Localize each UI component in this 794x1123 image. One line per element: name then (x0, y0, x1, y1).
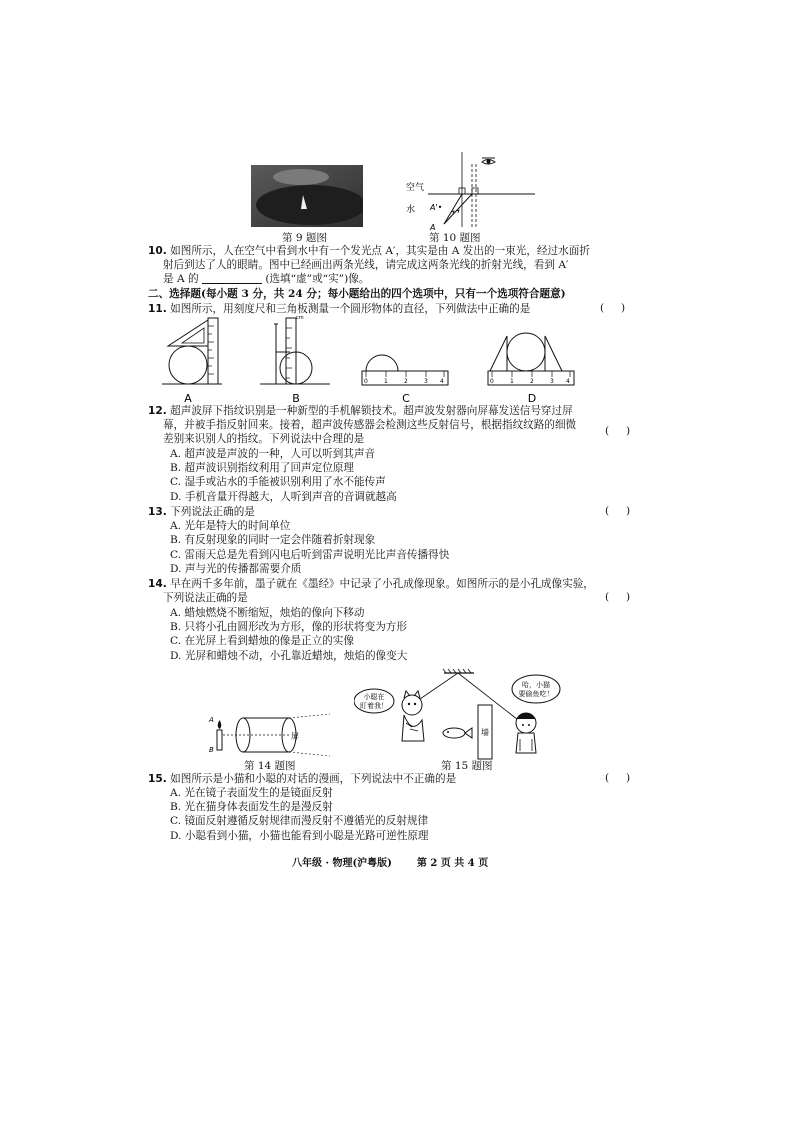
q11-number: 11. (148, 303, 167, 315)
q12-option-b[interactable]: B. 超声波识别指纹利用了回声定位原理 (170, 462, 355, 474)
q14-option-a[interactable]: A. 蜡烛燃烧不断缩短，烛焰的像向下移动 (170, 607, 365, 619)
q10-number: 10. (148, 245, 167, 257)
q10-line3-prefix: 是 A 的 (163, 273, 199, 285)
q11-c-tick-0: 0 (364, 378, 368, 385)
fig10-air-label: 空气 (406, 183, 425, 193)
q10 (148, 244, 590, 258)
footer-subject: 八年级 · 物理(沪粤版) (292, 858, 392, 869)
fig10-a: A (430, 223, 436, 232)
q13-option-b[interactable]: B. 有反射现象的同时一定会伴随着折射现象 (170, 534, 376, 546)
fig15-caption: 第 15 题图 (441, 760, 493, 772)
q11-c-tick-4: 4 (440, 378, 444, 385)
q14-line1: 早在两千多年前，墨子就在《墨经》中记录了小孔成像现象。如图所示的是小孔成像实验， (170, 578, 594, 590)
fig14-diagram (205, 708, 335, 760)
q15-option-d[interactable]: D. 小聪看到小猫，小猫也能看到小聪是光路可逆性原理 (170, 830, 429, 842)
q13-text: 下列说法正确的是 (170, 506, 255, 518)
fig15-wall-label: 墙 (481, 728, 489, 737)
fig10-diagram (400, 152, 540, 232)
q15-text: 如图所示是小猫和小聪的对话的漫画，下列说法中不正确的是 (170, 773, 457, 785)
fig10-a-prime: A'• (430, 203, 443, 212)
q14-line2: 下列说法正确的是 (163, 592, 248, 604)
q14-number: 14. (148, 578, 167, 590)
q11-answer-paren[interactable]: ( ) (600, 302, 626, 314)
q11-label-b: B (292, 392, 300, 405)
q12-line2: 幕，并被手指反射回来。接着，超声波传感器会检测这些反射信号，根据指纹纹路的细微 (163, 419, 577, 431)
fig14-screen-label: 屏 (291, 732, 299, 741)
q11-unit-b: cm (296, 316, 304, 321)
q11-figures (160, 316, 580, 406)
q11-d-tick-1: 1 (510, 378, 514, 385)
fish-icon (443, 728, 472, 738)
q12-line1: 超声波屏下指纹识别是一种新型的手机解锁技术。超声波发射器向屏幕发送信号穿过屏 (170, 405, 573, 417)
q11-c-tick-3: 3 (424, 378, 428, 385)
q11-option-b-figure (260, 318, 330, 384)
q14-option-b[interactable]: B. 只将小孔由圆形改为方形，像的形状将变为方形 (170, 621, 407, 633)
footer-page: 第 2 页 共 4 页 (416, 858, 489, 869)
q12-number: 12. (148, 405, 167, 417)
boy-icon (516, 713, 536, 753)
q11-c-tick-1: 1 (384, 378, 388, 385)
q12-line3: 差别来识别人的指纹。下列说法中合理的是 (163, 433, 365, 445)
q13-answer-paren[interactable]: ( ) (605, 505, 631, 517)
q10-line3 (163, 272, 369, 286)
q12 (148, 404, 573, 418)
q14-option-c[interactable]: C. 在光屏上看到蜡烛的像是正立的实像 (170, 635, 354, 647)
q10-line3-suffix: (选填“虚”或“实”)像。 (265, 273, 370, 285)
q11-label-a: A (184, 392, 192, 405)
fig15-bubble-left-1: 小聪在 (363, 693, 385, 701)
fig14-a-label: A (209, 716, 214, 724)
fig15-bubble-right-1: 哈，小猫 (522, 681, 550, 689)
q11-d-tick-3: 3 (550, 378, 554, 385)
q15 (148, 772, 456, 786)
q12-option-a[interactable]: A. 超声波是声波的一种，人可以听到其声音 (170, 448, 376, 460)
fig10-water-label: 水 (406, 205, 416, 215)
fig15-diagram (354, 665, 564, 761)
q14 (148, 577, 594, 591)
q15-option-b[interactable]: B. 光在猫身体表面发生的是漫反射 (170, 801, 333, 813)
q11-d-tick-2: 2 (530, 378, 534, 385)
q13-option-d[interactable]: D. 声与光的传播都需要介质 (170, 563, 302, 575)
q11-d-tick-0: 0 (490, 378, 494, 385)
q11-option-d-figure (488, 333, 574, 385)
fig9-caption: 第 9 题图 (282, 232, 327, 244)
q13-option-a[interactable]: A. 光年是特大的时间单位 (170, 520, 291, 532)
q12-option-c[interactable]: C. 湿手或沾水的手能被识别利用了水不能传声 (170, 476, 386, 488)
footer (292, 857, 488, 871)
q15-number: 15. (148, 773, 167, 785)
q11-d-tick-4: 4 (566, 378, 570, 385)
q10-answer-blank[interactable] (202, 272, 262, 284)
q11-option-a-figure (162, 318, 222, 384)
q10-line2: 射后到达了人的眼睛。图中已经画出两条光线，请完成这两条光线的折射光线，看到 A′ (163, 259, 569, 271)
fig14-caption: 第 14 题图 (244, 760, 296, 772)
q12-option-d[interactable]: D. 手机音量开得越大，人听到声音的音调就越高 (170, 491, 397, 503)
q12-answer-paren[interactable]: ( ) (605, 425, 631, 437)
q14-option-d[interactable]: D. 光屏和蜡烛不动，小孔靠近蜡烛，烛焰的像变大 (170, 650, 408, 662)
fig10-caption: 第 10 题图 (429, 232, 481, 244)
q11-c-tick-2: 2 (404, 378, 408, 385)
q11-text: 如图所示，用刻度尺和三角板测量一个圆形物体的直径，下列做法中正确的是 (170, 303, 531, 315)
q15-answer-paren[interactable]: ( ) (605, 772, 631, 784)
q10-line1: 如图所示，人在空气中看到水中有一个发光点 A′，其实是由 A 发出的一束光，经过水面折 (170, 245, 590, 257)
q11-label-c: C (402, 392, 410, 405)
q14-answer-paren[interactable]: ( ) (605, 591, 631, 603)
q11-label-d: D (527, 392, 537, 405)
section2-heading: 二、选择题(每小题 3 分，共 24 分；每小题给出的四个选项中，只有一个选项符合题意) (148, 288, 566, 300)
q11 (148, 302, 530, 316)
q15-option-c[interactable]: C. 镜面反射遵循反射规律而漫反射不遵循光的反射规律 (170, 815, 429, 827)
fig14-b-label: B (209, 746, 214, 754)
q15-option-a[interactable]: A. 光在镜子表面发生的是镜面反射 (170, 787, 333, 799)
q13 (148, 505, 255, 519)
q13-number: 13. (148, 506, 167, 518)
q13-option-c[interactable]: C. 雷雨天总是先看到闪电后听到雷声说明光比声音传播得快 (170, 549, 450, 561)
fig9-photo (251, 165, 363, 227)
fig15-bubble-left-2: 盯着我！ (360, 702, 388, 710)
fig15-bubble-right-2: 要偷鱼吃！ (518, 690, 554, 698)
q11-option-c-figure (362, 355, 448, 385)
